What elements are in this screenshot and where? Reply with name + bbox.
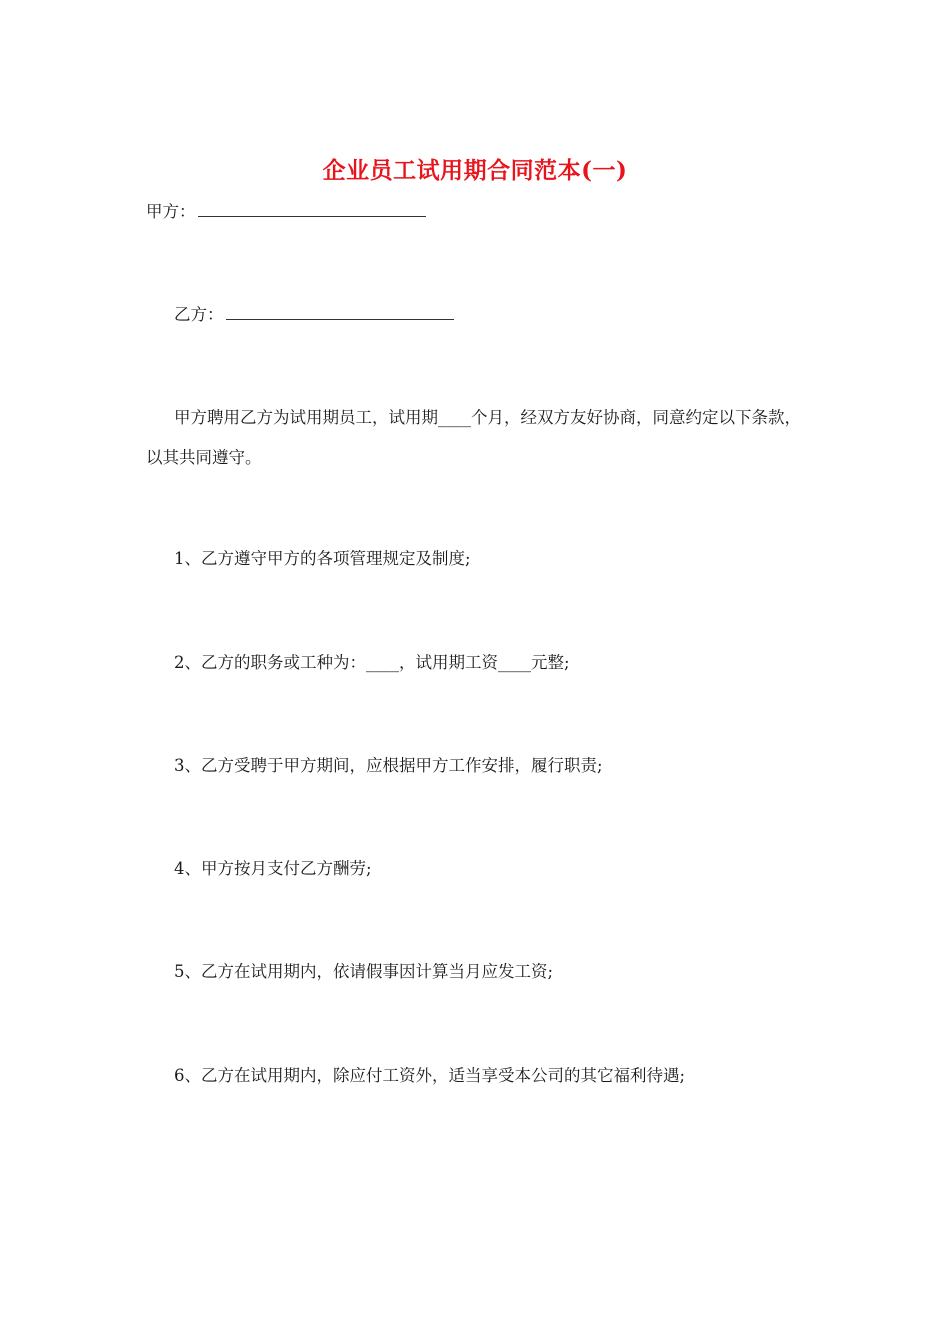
clause-1: 1、乙方遵守甲方的各项管理规定及制度;: [174, 549, 471, 568]
party-a-blank: [198, 198, 426, 217]
party-b-line: [174, 295, 854, 335]
clause-5: 5、乙方在试用期内，依请假事因计算当月应发工资;: [174, 962, 554, 981]
clause-2: 2、乙方的职务或工种为：____，试用期工资____元整;: [174, 653, 570, 672]
clause-4: 4、甲方按月支付乙方酬劳;: [174, 859, 372, 878]
document-title: 企业员工试用期合同范本(一): [322, 157, 628, 184]
clause-3: 3、乙方受聘于甲方期间，应根据甲方工作安排，履行职责;: [174, 756, 603, 775]
party-a-line: [146, 192, 826, 232]
party-b-blank: [226, 301, 454, 320]
party-b-label: 乙方：: [174, 305, 224, 324]
party-a-label: 甲方：: [146, 202, 196, 221]
intro-paragraph: 甲方聘用乙方为试用期员工，试用期____个月，经双方友好协商，同意约定以下条款，以其共同遵守。: [146, 408, 801, 467]
clause-6: 6、乙方在试用期内，除应付工资外，适当享受本公司的其它福利待遇;: [174, 1066, 686, 1085]
